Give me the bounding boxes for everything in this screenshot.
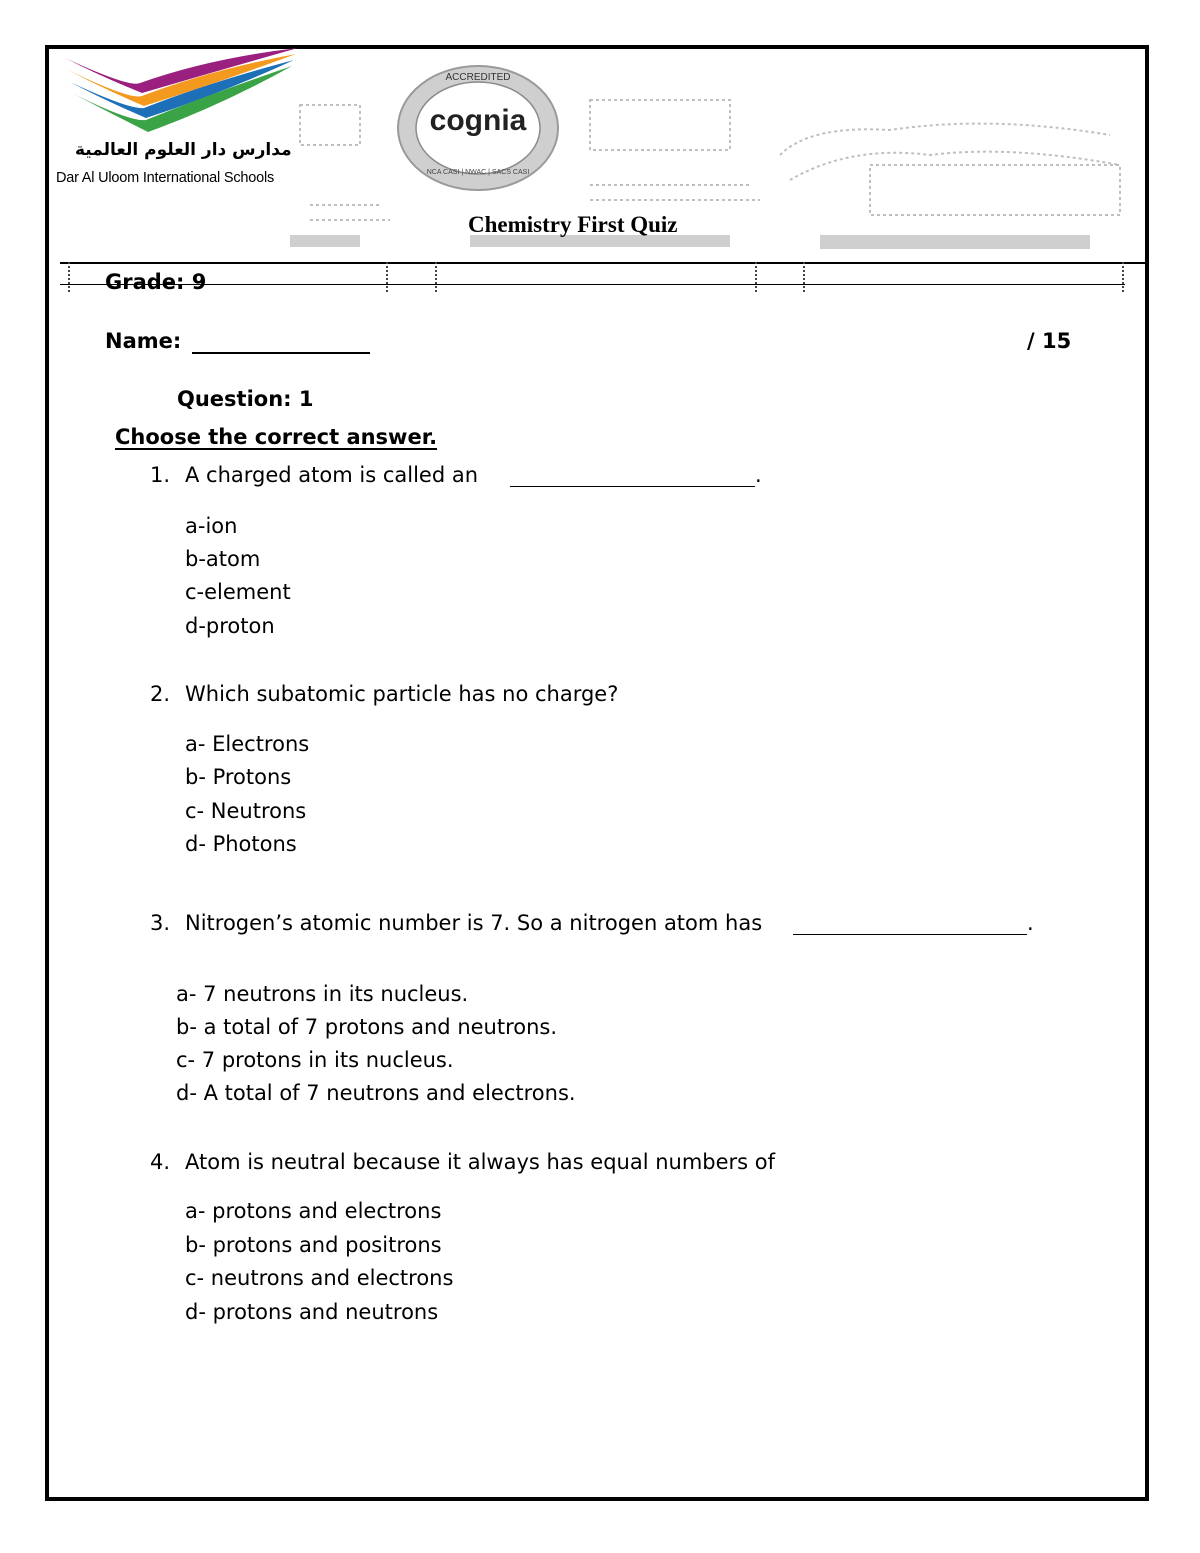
school-name-english: Dar Al Uloom International Schools (56, 170, 275, 186)
question-3-option-d[interactable]: d- A total of 7 neutrons and electrons. (176, 1081, 576, 1105)
score-total: / 15 (1027, 329, 1072, 353)
name-input-line[interactable] (192, 352, 370, 354)
question-3-text: Nitrogen’s atomic number is 7. So a nitrogen atom has (185, 911, 763, 935)
question-heading: Question: 1 (177, 387, 314, 411)
badge-top-text: ACCREDITED (445, 72, 511, 83)
question-2-number: 2. (150, 682, 171, 706)
question-2-option-c[interactable]: c- Neutrons (185, 799, 307, 823)
instruction-text: Choose the correct answer. (115, 425, 438, 449)
name-label: Name: (105, 329, 182, 353)
divider-tick (435, 262, 437, 292)
school-name-arabic: مدارس دار العلوم العالمية (75, 140, 292, 160)
question-1-tail: . (755, 463, 762, 487)
question-4-text: Atom is neutral because it always has equal numbers of (185, 1150, 776, 1174)
question-1-option-d[interactable]: d-proton (185, 614, 275, 638)
question-4-option-c[interactable]: c- neutrons and electrons (185, 1266, 454, 1290)
badge-brand: cognia (429, 104, 527, 137)
question-3-option-c[interactable]: c- 7 protons in its nucleus. (176, 1048, 454, 1072)
question-3-option-a[interactable]: a- 7 neutrons in its nucleus. (176, 982, 469, 1006)
question-1-text: A charged atom is called an (185, 463, 479, 487)
badge-bottom-text: NCA CASI | NWAC | SACS CASI (426, 169, 530, 176)
question-3-blank (793, 934, 1027, 935)
question-1-option-c[interactable]: c-element (185, 580, 291, 604)
divider-tick (386, 262, 388, 292)
divider-tick (803, 262, 805, 292)
question-4-number: 4. (150, 1150, 171, 1174)
header-divider-bottom (60, 284, 1125, 285)
school-logo-icon (60, 48, 300, 138)
question-2-option-a[interactable]: a- Electrons (185, 732, 310, 756)
question-3-number: 3. (150, 911, 171, 935)
question-1-number: 1. (150, 463, 171, 487)
header-divider-top (60, 262, 1148, 264)
question-3-option-b[interactable]: b- a total of 7 protons and neutrons. (176, 1015, 558, 1039)
question-2-option-b[interactable]: b- Protons (185, 765, 292, 789)
divider-tick (755, 262, 757, 292)
question-1-option-a[interactable]: a-ion (185, 514, 238, 538)
grade-label: Grade: 9 (105, 270, 207, 294)
question-2-text: Which subatomic particle has no charge? (185, 682, 619, 706)
question-1-option-b[interactable]: b-atom (185, 547, 261, 571)
divider-tick (68, 262, 70, 292)
question-1-blank (510, 486, 755, 487)
question-3-tail: . (1027, 911, 1034, 935)
question-4-option-a[interactable]: a- protons and electrons (185, 1199, 442, 1223)
divider-tick (1122, 262, 1124, 292)
question-4-option-d[interactable]: d- protons and neutrons (185, 1300, 439, 1324)
question-2-option-d[interactable]: d- Photons (185, 832, 297, 856)
question-4-option-b[interactable]: b- protons and positrons (185, 1233, 442, 1257)
watermark-pattern-icon (290, 85, 1160, 265)
quiz-title: Chemistry First Quiz (468, 212, 678, 237)
